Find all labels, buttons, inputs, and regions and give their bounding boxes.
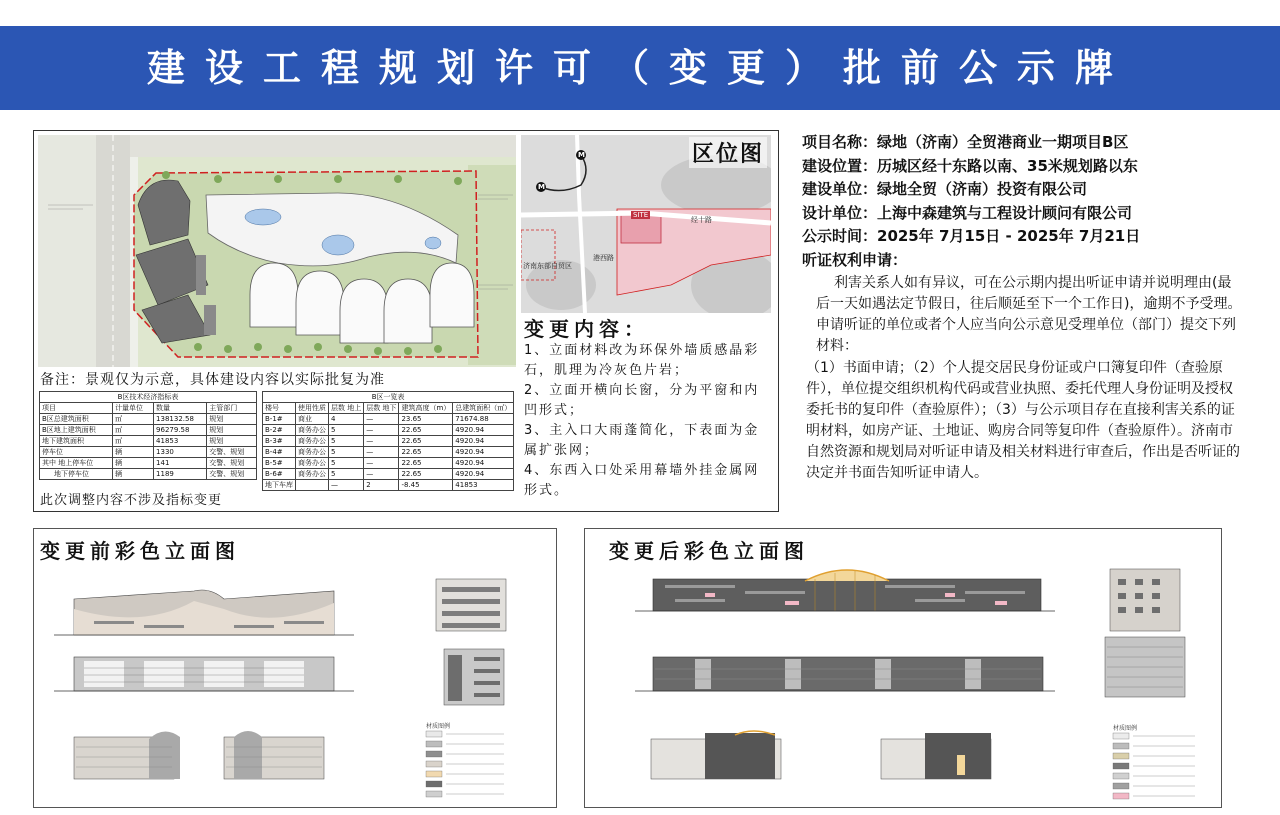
- table-cell: 地上停车位: [58, 459, 94, 467]
- hearing-title: 听证权利申请：: [802, 250, 908, 269]
- site-marker: SITE: [633, 211, 649, 219]
- table-cell: 22.65: [399, 469, 453, 480]
- table-cell: 23.65: [399, 414, 453, 425]
- table-header: 使用性质: [296, 403, 329, 414]
- elevation-after-drawing: [585, 529, 1221, 807]
- building-table: [262, 391, 514, 491]
- table-cell: —: [364, 469, 399, 480]
- table-cell: 商务办公: [296, 436, 329, 447]
- table-cell: 5: [329, 447, 364, 458]
- table-cell: [40, 458, 113, 469]
- table-cell: 138132.58: [154, 414, 207, 425]
- table-cell: 4920.94: [453, 469, 514, 480]
- table-row: [40, 436, 257, 447]
- table-row: [263, 480, 514, 491]
- building-table-caption: B区一览表: [263, 392, 514, 403]
- table-cell: 规划: [207, 436, 257, 447]
- table-cell: 交警、规划: [207, 458, 257, 469]
- table-cell: 41853: [453, 480, 514, 491]
- table-header: 项目: [40, 403, 113, 414]
- elevation-after-title: 变更后彩色立面图: [609, 539, 809, 563]
- indicator-table-caption: B区技术经济指标表: [40, 392, 257, 403]
- table-header: 楼号: [263, 403, 296, 414]
- table-header: 主管部门: [207, 403, 257, 414]
- legend-title: 材质图例: [426, 723, 451, 730]
- hearing-paragraph-1: 利害关系人如有异议，可在公示期内提出听证申请并说明理由(最后一天如遇法定节假日，往后顺延至下一个工作日)，逾期不予受理。申请听证的单位或者个人应当向公示意见受理单位（部门）提交下列材料：: [816, 275, 1242, 354]
- table-cell: 4920.94: [453, 425, 514, 436]
- table-cell: 地下停车位: [40, 469, 113, 480]
- project-name: 项目名称：绿地（济南）全贸港商业一期项目B区: [802, 133, 1129, 151]
- publicity-period: 公示时间：2025年 7月15日 - 2025年 7月21日: [802, 227, 1141, 245]
- metro-marker-2: M: [538, 183, 545, 191]
- page-title: 建设工程规划许可（变更）批前公示牌: [146, 46, 1133, 90]
- change-item: 4、东西入口处采用幕墙外挂金属网形式。: [524, 463, 760, 498]
- table-cell: —: [364, 414, 399, 425]
- table-cell: ㎡: [113, 414, 154, 425]
- table-cell: 4920.94: [453, 447, 514, 458]
- table-cell: B区地上建筑面积: [40, 425, 113, 436]
- table-header: 层数 地下: [364, 403, 399, 414]
- table-cell: 4920.94: [453, 436, 514, 447]
- change-item: 2、立面开横向长窗，分为平窗和内凹形式；: [524, 383, 760, 418]
- table-cell: —: [364, 425, 399, 436]
- table-cell: 1330: [154, 447, 207, 458]
- table-cell: 商务办公: [296, 425, 329, 436]
- table-cell: -8.45: [399, 480, 453, 491]
- location-map-title: 区位图: [689, 137, 767, 168]
- metro-marker-1: M: [578, 151, 585, 159]
- table-header: 层数 地上: [329, 403, 364, 414]
- table-cell: 地下车库: [263, 480, 296, 491]
- road2-label: 港西路: [593, 254, 614, 262]
- table-cell: B-5#: [263, 458, 296, 469]
- title-banner: [0, 26, 1280, 110]
- project-location: 建设位置：历城区经十东路以南、35米规划路以东: [802, 156, 1138, 175]
- location-map: [521, 135, 771, 313]
- table-cell: 地下建筑面积: [40, 436, 113, 447]
- table-cell: 22.65: [399, 458, 453, 469]
- table-cell: 5: [329, 458, 364, 469]
- table-row: [263, 414, 514, 425]
- table-cell: 1189: [154, 469, 207, 480]
- hearing-paragraph-2: （1）书面申请；（2）个人提交居民身份证或户口簿复印件（查验原件），单位提交组织机构代码或营业执照、委托代理人身份证明及授权委托书的复印件（查验原件）；（3）与公示项目存在直接利害关系的证明材料，如房产证、土地证、购房合同等复印件（查验原件）。济南市自然资源和规划局对听证申请及相关材料进行审查后，作出是否听证的决定并书面告知听证申请人。: [806, 360, 1240, 481]
- table-cell: 商务办公: [296, 458, 329, 469]
- table-cell: ㎡: [113, 436, 154, 447]
- elevation-before-title: 变更前彩色立面图: [40, 539, 240, 563]
- table-cell: 商务办公: [296, 469, 329, 480]
- table-cell: 22.65: [399, 425, 453, 436]
- table-cell: 规划: [207, 425, 257, 436]
- table-row: [263, 425, 514, 436]
- table-cell: 5: [329, 425, 364, 436]
- legend-title: 材质图例: [1113, 725, 1138, 732]
- table-cell: 4: [329, 414, 364, 425]
- table-cell: 商业: [296, 414, 329, 425]
- table-cell: 71674.88: [453, 414, 514, 425]
- table-row: [40, 425, 257, 436]
- changes-list: [524, 341, 774, 501]
- table-cell: 2: [364, 480, 399, 491]
- table-cell: 辆: [113, 458, 154, 469]
- table-cell: 辆: [113, 447, 154, 458]
- table-cell: B-4#: [263, 447, 296, 458]
- group-label: 其中: [42, 459, 56, 467]
- table-row: [40, 458, 257, 469]
- material-legend-after: [1113, 733, 1195, 799]
- table-cell: 22.65: [399, 447, 453, 458]
- elevation-before-panel: [33, 528, 557, 808]
- table-cell: 22.65: [399, 436, 453, 447]
- table-cell: —: [364, 447, 399, 458]
- material-legend: [426, 731, 504, 797]
- table-cell: B-1#: [263, 414, 296, 425]
- table-cell: 5: [329, 469, 364, 480]
- table-header: 建筑高度（m）: [399, 403, 453, 414]
- site-plan-svg: [38, 135, 516, 367]
- project-info: [802, 131, 1242, 484]
- changes-title: 变更内容：: [524, 317, 649, 341]
- site-plan-drawing: [38, 135, 516, 367]
- table-cell: 辆: [113, 469, 154, 480]
- indicator-table: [39, 391, 257, 480]
- table-cell: 96279.58: [154, 425, 207, 436]
- table-cell: B区总建筑面积: [40, 414, 113, 425]
- table-note: 此次调整内容不涉及指标变更: [40, 493, 223, 508]
- table-row: [263, 447, 514, 458]
- table-cell: 交警、规划: [207, 469, 257, 480]
- change-item: 3、主入口大雨蓬简化，下表面为金属扩张网；: [524, 423, 760, 458]
- area-label: 济南东部自贸区: [523, 262, 572, 270]
- table-header: 数量: [154, 403, 207, 414]
- table-row: [40, 447, 257, 458]
- road-label: 经十路: [691, 216, 712, 224]
- table-cell: B-6#: [263, 469, 296, 480]
- table-cell: ㎡: [113, 425, 154, 436]
- table-cell: 交警、规划: [207, 447, 257, 458]
- change-item: 1、立面材料改为环保外墙质感晶彩石，肌理为冷灰色片岩；: [524, 343, 760, 378]
- landscape-note: 备注：景观仅为示意，具体建设内容以实际批复为准: [40, 372, 385, 388]
- table-row: [40, 414, 257, 425]
- table-cell: —: [329, 480, 364, 491]
- table-header: 计量单位: [113, 403, 154, 414]
- elevation-after-panel: [584, 528, 1222, 808]
- site-plan-panel: [33, 130, 779, 512]
- table-row: [263, 458, 514, 469]
- table-cell: [296, 480, 329, 491]
- table-cell: —: [364, 436, 399, 447]
- table-cell: 5: [329, 436, 364, 447]
- elevation-before-drawing: [34, 529, 556, 807]
- table-cell: 4920.94: [453, 458, 514, 469]
- table-row: [263, 436, 514, 447]
- construction-unit: 建设单位：绿地全贸（济南）投资有限公司: [802, 180, 1088, 198]
- table-row: [40, 469, 257, 480]
- table-cell: —: [364, 458, 399, 469]
- table-cell: 141: [154, 458, 207, 469]
- table-cell: B-2#: [263, 425, 296, 436]
- table-cell: B-3#: [263, 436, 296, 447]
- table-row: [263, 469, 514, 480]
- table-header: 总建筑面积（㎡）: [453, 403, 514, 414]
- table-cell: 商务办公: [296, 447, 329, 458]
- table-cell: 停车位: [40, 447, 113, 458]
- table-cell: 41853: [154, 436, 207, 447]
- design-unit: 设计单位：上海中森建筑与工程设计顾问有限公司: [802, 203, 1133, 222]
- table-cell: 规划: [207, 414, 257, 425]
